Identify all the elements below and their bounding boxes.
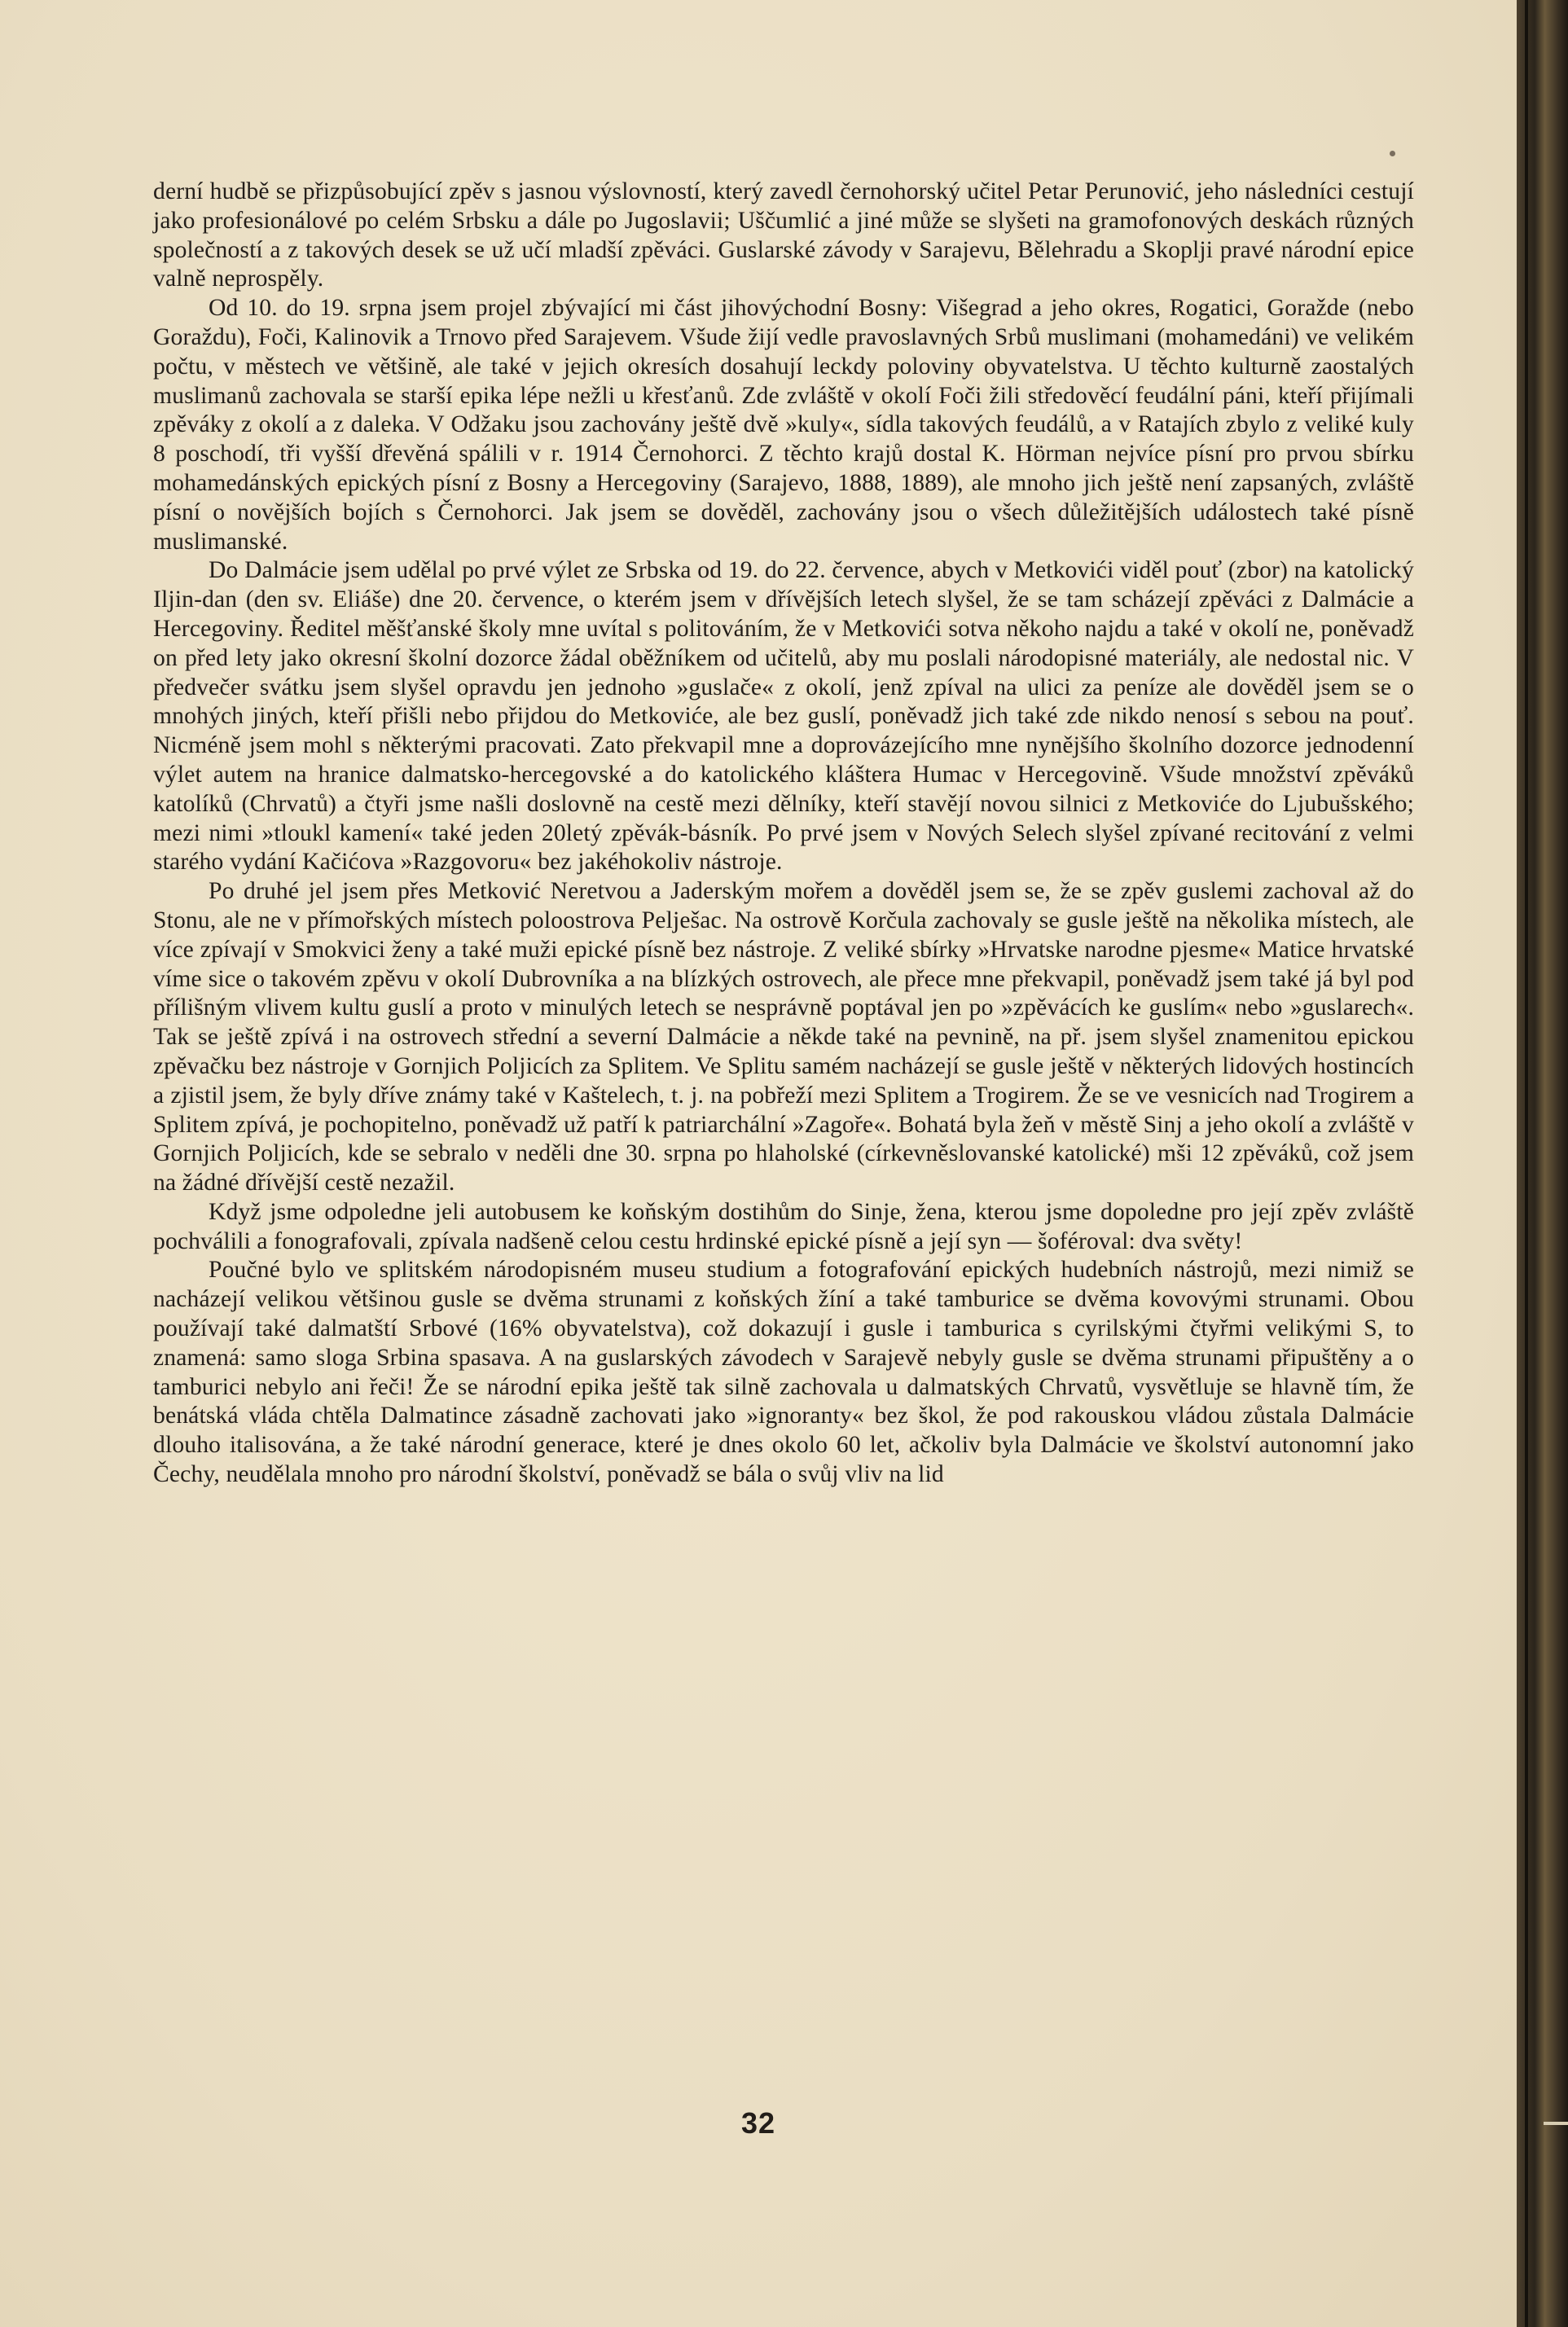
paragraph-dalmatia-second-trip: Po druhé jel jsem přes Metković Neretvou a Jaderským mořem a dověděl jsem se, že se zpěv guslemi zachoval až do Stonu, ale ne v přímořských místech poloostrova Pelješac. Na ostrově Korčula zachovaly se gusle ještě na několika místech, ale více zpívají v Smokvici ženy a také muži epické písně bez nástroje. Z veliké sbírky »Hrvatske narodne pjesme« Matice hrvatské víme sice o takovém zpěvu v okolí Dubrovníka a na blízkých ostrovech, ale přece mne překvapil, poněvadž jsem také já byl pod přílišným vlivem kultu guslí a proto v minulých letech se nesprávně poptával jen po »zpěvácích ke guslím« nebo »guslarech«. Tak se ještě zpívá i na ostrovech střední a severní Dalmácie a někde také na pevnině, na př. jsem slyšel znamenitou epickou zpěvačku bez nástroje v Gornjich Poljicích za Splitem. Ve Splitu samém nacházejí se gusle ještě v některých lidových hostincích a zjistil jsem, že byly dříve známy také v Kaštelech, t. j. na pobřeží mezi Splitem a Trogirem. Že se ve vesnicích nad Trogirem a Splitem zpívá, je pochopitelno, poněvadž už patří k patriarchální »Zagoře«. Bohatá byla žeň v městě Sinj a jeho okolí a zvláště v Gornjich Poljicích, kde se sebralo v neděli dne 30. srpna po hlaholské (církevněslovanské katolické) mši 12 zpěváků, což jsem na žádné dřívější cestě nezažil.: [153, 878, 1414, 1196]
paragraph-continued: derní hudbě se přizpůsobující zpěv s jasnou výslovností, který zavedl černohorský učitel Petar Perunović, jeho následníci cestují jako profesionálové po celém Srbsku a dále po Jugoslavii; Uščumlić a jiné může se slyšeti na gramofonových deskách různých společností a z takových desek se už učí mladší zpěváci. Guslarské závody v Sarajevu, Bělehradu a Skoplji pravé národní epice valně neprospěly.: [153, 178, 1414, 292]
paragraph-sinj-bus: Když jsme odpoledne jeli autobusem ke koňským dostihům do Sinje, žena, kterou jsme dopoledne pro její zpěv zvláště pochválili a fonografovali, zpívala nadšeně celou cestu hrdinské epické písně a její syn — šoféroval: dva světy!: [153, 1198, 1414, 1254]
spine-mark: [1544, 2122, 1568, 2125]
paragraph-bosnia-trip: Od 10. do 19. srpna jsem projel zbývající mi část jihovýchodní Bosny: Višegrad a jeho okres, Rogatici, Goražde (nebo Goraždu), Foči, Kalinovik a Trnovo před Sarajevem. Všude žijí vedle pravoslavných Srbů muslimani (mohamedáni) ve velikém počtu, v městech ve většině, ale také v jejich okresích dosahují leckdy poloviny obyvatelstva. U těchto kulturně zaostalých muslimanů zachovala se starší epika lépe nežli u křesťanů. Zde zvláště v okolí Foči žili středověcí feudální páni, kteří přijímali zpěváky z okolí a z daleka. V Odžaku jsou zachovány ještě dvě »kuly«, sídla takových feudálů, a v Ratajích zbylo z veliké kuly 8 poschodí, tři vyšší dřevěná spálili v r. 1914 Černohorci. Z těchto krajů dostal K. Hörman nejvíce písní pro prvou sbírku mohamedánských epických písní z Bosny a Hercegoviny (Sarajevo, 1888, 1889), ale mnoho jich ještě není zapsaných, zvláště písní o novějších bojích s Černohorci. Jak jsem se dověděl, zachovány jsou o všech důležitějších událostech také písně muslimanské.: [153, 295, 1414, 555]
paragraph-split-museum: Poučné bylo ve splitském národopisném museu studium a fotografování epických hudebních nástrojů, mezi nimiž se nacházejí velikou většinou gusle se dvěma strunami z koňských žíní a také tamburice se dvěma kovovými strunami. Obou používají také dalmatští Srbové (16% obyvatelstva), což dokazují i gusle i tamburica s cyrilskými čtyřmi velikými S, to znamená: samo sloga Srbina spasava. A na guslarských závodech v Sarajevě nebyly gusle se dvěma strunami připuštěny a o tamburici nebylo ani řeči! Že se národní epika ještě tak silně zachovala u dalmatských Chrvatů, vysvětluje se hlavně tím, že benátská vláda chtěla Dalmatince zásadně zachovati jako »ignoranty« bez škol, že pod rakouskou vládou zůstala Dalmácie dlouho italisována, a že také národní generace, které je dnes okolo 60 let, ačkoliv byla Dalmácie ve školství autonomní jako Čechy, neudělala mnoho pro národní školství, poněvadž se bála o svůj vliv na lid: [153, 1257, 1414, 1488]
page-number: 32: [740, 2106, 776, 2140]
paragraph-dalmatia-first-trip: Do Dalmácie jsem udělal po prvé výlet ze Srbska od 19. do 22. července, abych v Metkovići viděl pouť (zbor) na katolický Iljin-dan (den sv. Eliáše) dne 20. července, o kterém jsem v dřívějších letech slyšel, že se tam scházejí zpěváci z Dalmácie a Hercegoviny. Ředitel měšťanské školy mne uvítal s politováním, že v Metkovići sotva někoho najdu a také v okolí ne, poněvadž on před lety jako okresní školní dozorce žádal oběžníkem od učitelů, aby mu poslali národopisné materiály, ale nedostal nic. V předvečer svátku jsem slyšel opravdu jen jednoho »guslače« z okolí, jenž zpíval na ulici za peníze ale dověděl jsem se o mnohých jiných, kteří přišli nebo přijdou do Metkoviće, ale bez guslí, poněvadž jich také zde nikdo nenosí s sebou na pouť. Nicméně jsem mohl s některými pracovati. Zato překvapil mne a doprovázejícího mne nynějšího školního dozorce jednodenní výlet autem na hranice dalmatsko-hercegovské a do katolického kláštera Humac v Hercegovině. Všude množství zpěváků katolíků (Chrvatů) a čtyři jsme našli doslovně na cestě mezi dělníky, kteří stavějí novou silnici z Metkoviće do Ljubušského; mezi nimi »tloukl kamení« také jeden 20letý zpěvák-básník. Po prvé jsem v Nových Selech slyšel zpívané recitování z velmi starého vydání Kačićova »Razgovoru« bez jakéhokoliv nástroje.: [153, 557, 1414, 876]
body-text: [153, 178, 1414, 1490]
ink-speck: [1390, 151, 1395, 156]
spine-gutter-line: [1525, 0, 1528, 2327]
